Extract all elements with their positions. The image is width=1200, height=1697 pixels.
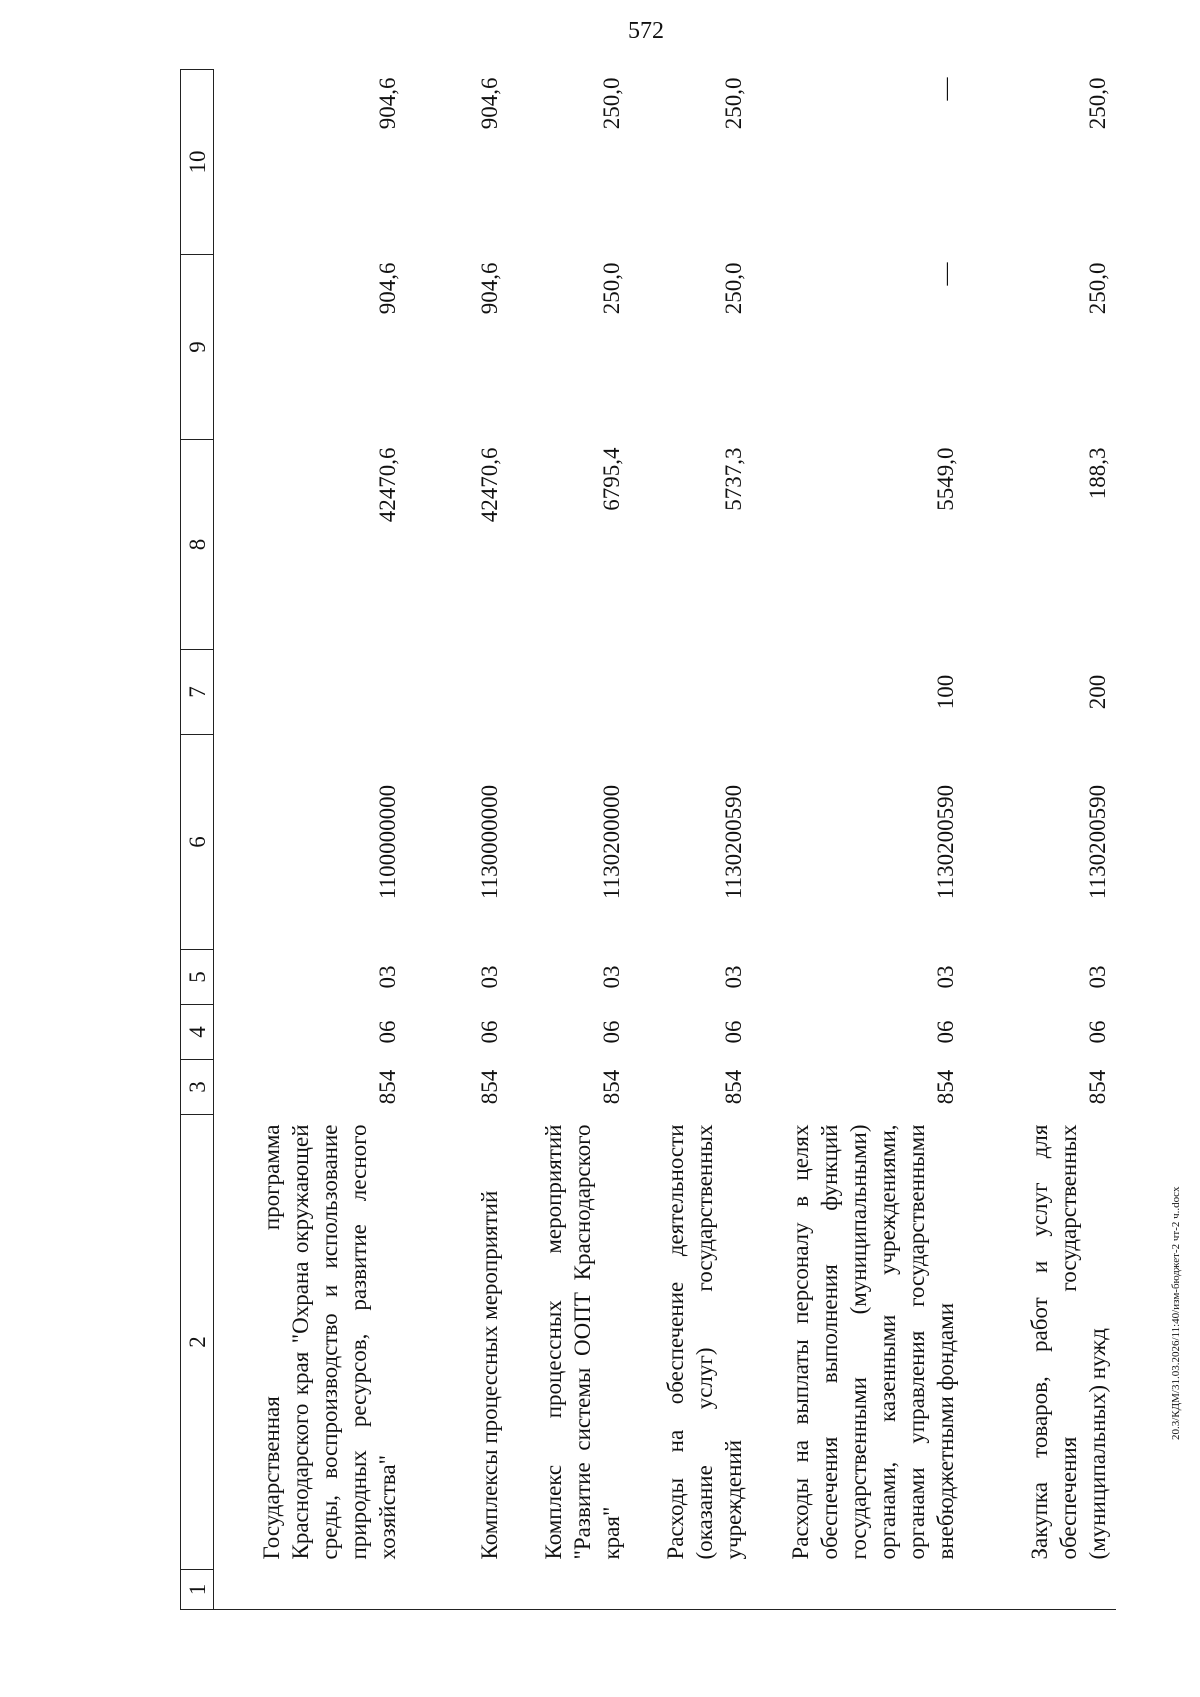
cell-col-5: 03: [375, 965, 400, 989]
cell-col-5: 03: [477, 965, 502, 989]
cell-col-4: 06: [599, 1020, 624, 1044]
cell-col-10: 904,6: [477, 77, 502, 130]
cell-col-6: 1130200590: [933, 784, 958, 900]
header-col-5: 5: [181, 950, 214, 1005]
cell-col-8: 188,3: [1085, 447, 1110, 500]
cell-col-9: —: [933, 262, 958, 286]
cell-col-9: 250,0: [599, 262, 624, 315]
cell-col-9: 250,0: [1085, 262, 1110, 315]
cell-col-3: 854: [933, 1069, 958, 1105]
cell-col-6: 1130200000: [599, 784, 624, 900]
cell-col-8: 5549,0: [933, 447, 958, 511]
table-row: [964, 70, 1116, 1610]
header-col-9: 9: [181, 255, 214, 440]
cell-description: Комплекс процессных мероприятий "Развитие системы ООПТ Краснодарского края": [541, 1124, 624, 1560]
cell-description: Государственная программа Краснодарского края "Охрана окружающей среды, воспроизводство и использование природных ресурсов, развитие лесного хозяйства": [259, 1124, 400, 1560]
cell-col-4: 06: [1085, 1020, 1110, 1044]
cell-col-9: 904,6: [477, 262, 502, 315]
header-col-2: 2: [181, 1115, 214, 1570]
cell-col-5: 03: [599, 965, 624, 989]
cell-col-10: 250,0: [1085, 77, 1110, 130]
cell-col-4: 06: [477, 1020, 502, 1044]
header-col-10: 10: [181, 70, 214, 255]
table-header: [181, 70, 214, 1610]
cell-col-1: [752, 1570, 964, 1610]
cell-col-5: 03: [721, 965, 746, 989]
cell-col-8: 5737,3: [721, 447, 746, 511]
footer-file-reference: 20.3/КДМ/31.03.2026/11:40/изм-бюджет-2 чт-2 ч..docx: [1170, 1186, 1182, 1440]
cell-col-4: 06: [375, 1020, 400, 1044]
rotated-table-wrapper: [180, 70, 1150, 1610]
table-row: [630, 70, 752, 1610]
cell-col-1: [214, 1570, 407, 1610]
cell-col-3: 854: [1085, 1069, 1110, 1105]
cell-col-6: 1130200590: [721, 784, 746, 900]
header-row: [181, 70, 214, 1610]
cell-col-9: 250,0: [721, 262, 746, 315]
cell-col-7: [508, 650, 630, 735]
header-col-7: 7: [181, 650, 214, 735]
cell-description: Закупка товаров, работ и услуг для обеспечения государственных (муниципальных) нужд: [1027, 1124, 1110, 1560]
cell-col-7: [406, 650, 508, 735]
cell-col-3: 854: [599, 1069, 624, 1105]
budget-table: [180, 69, 1116, 1610]
cell-col-7: 100: [933, 674, 958, 710]
cell-col-1: [964, 1570, 1116, 1610]
cell-col-6: 1130200590: [1085, 784, 1110, 900]
table-body: [214, 70, 1117, 1610]
cell-col-8: 6795,4: [599, 447, 624, 511]
cell-col-9: 904,6: [375, 262, 400, 315]
cell-description: Расходы на выплаты персоналу в целях обеспечения выполнения функций государственными (муниципальными) органами, казенными учреждениями, органами управления государственными внебюджетными фондами: [788, 1124, 958, 1560]
header-col-4: 4: [181, 1005, 214, 1060]
cell-col-10: 904,6: [375, 77, 400, 130]
header-col-8: 8: [181, 440, 214, 650]
cell-col-10: 250,0: [599, 77, 624, 130]
header-col-6: 6: [181, 735, 214, 950]
cell-col-4: 06: [721, 1020, 746, 1044]
cell-col-8: 42470,6: [375, 447, 400, 523]
cell-col-8: 42470,6: [477, 447, 502, 523]
cell-col-3: 854: [721, 1069, 746, 1105]
cell-description: Комплексы процессных мероприятий: [477, 1190, 502, 1560]
cell-col-10: —: [933, 77, 958, 101]
cell-col-7: 200: [1085, 674, 1110, 710]
table-row: [406, 70, 508, 1610]
header-col-3: 3: [181, 1060, 214, 1115]
cell-col-4: 06: [933, 1020, 958, 1044]
cell-col-6: 1130000000: [477, 784, 502, 900]
table-row: [752, 70, 964, 1610]
page-number: 572: [628, 18, 664, 44]
header-col-1: 1: [181, 1570, 214, 1610]
cell-col-1: [406, 1570, 508, 1610]
cell-description: Расходы на обеспечение деятельности (оказание услуг) государственных учреждений: [663, 1124, 746, 1560]
cell-col-7: [630, 650, 752, 735]
cell-col-1: [630, 1570, 752, 1610]
cell-col-1: [508, 1570, 630, 1610]
cell-col-7: [214, 650, 407, 735]
cell-col-5: 03: [933, 965, 958, 989]
cell-col-6: 1100000000: [375, 784, 400, 900]
cell-col-10: 250,0: [721, 77, 746, 130]
table-row: [214, 70, 407, 1610]
cell-col-3: 854: [477, 1069, 502, 1105]
cell-col-3: 854: [375, 1069, 400, 1105]
table-row: [508, 70, 630, 1610]
cell-col-5: 03: [1085, 965, 1110, 989]
